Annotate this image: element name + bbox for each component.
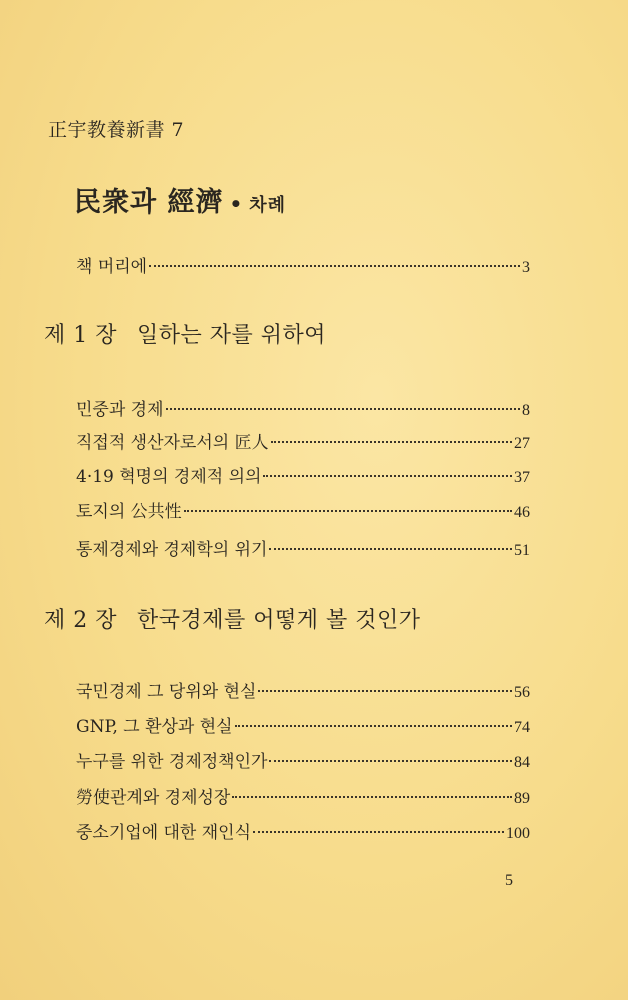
dot-leader	[184, 510, 512, 512]
toc-entry-label: GNP, 그 환상과 현실	[76, 717, 233, 737]
chapter-number: 제 1 장	[44, 323, 117, 348]
series-name: 正宇教養新書 7	[48, 119, 185, 141]
dot-leader	[149, 265, 520, 267]
dot-leader	[269, 548, 512, 550]
chapter-heading-2	[44, 603, 421, 634]
chapter-heading-1	[44, 318, 326, 349]
dot-leader	[232, 796, 512, 798]
chapter-title: 일하는 자를 위하여	[137, 323, 327, 348]
toc-entry	[76, 818, 530, 843]
dot-leader	[253, 831, 504, 833]
toc-entry-label: 통제경제와 경제학의 위기	[76, 540, 268, 560]
dot-leader	[271, 441, 512, 443]
toc-entry-label: 중소기업에 대한 재인식	[76, 823, 252, 843]
toc-entry	[76, 677, 530, 702]
toc-entry-label: 4·19 혁명의 경제적 의의	[76, 467, 262, 487]
title-separator: •	[229, 192, 244, 216]
book-title-main: 民衆과 經濟	[74, 187, 224, 218]
toc-entry-label: 국민경제 그 당위와 현실	[76, 682, 257, 702]
chapter-title: 한국경제를 어떻게 볼 것인가	[137, 608, 421, 633]
toc-entry-label: 勞使관계와 경제성장	[76, 788, 231, 808]
title-suffix: 차례	[249, 195, 287, 216]
chapter-number: 제 2 장	[44, 608, 117, 633]
toc-entry-page: 3	[522, 259, 530, 276]
toc-entry-label: 민중과 경제	[76, 400, 164, 420]
toc-entry-label: 책 머리에	[76, 257, 148, 277]
dot-leader	[166, 408, 520, 410]
dot-leader	[235, 725, 512, 727]
toc-entry-page: 27	[514, 435, 530, 452]
toc-entry-page: 56	[514, 684, 530, 701]
toc-entry	[76, 712, 530, 737]
dot-leader	[263, 475, 512, 477]
toc-entry-page: 84	[514, 754, 530, 771]
toc-entry-page: 8	[522, 402, 530, 419]
page-number: 5	[505, 872, 513, 889]
toc-entry-page: 46	[514, 504, 530, 521]
toc-entry-page: 100	[506, 825, 530, 842]
dot-leader	[269, 760, 512, 762]
dot-leader	[258, 690, 512, 692]
toc-entry	[76, 462, 530, 487]
toc-entry	[76, 428, 530, 453]
book-title	[74, 180, 286, 219]
toc-entry	[76, 747, 530, 772]
toc-entry-label: 누구를 위한 경제정책인가	[76, 752, 268, 772]
toc-entry-page: 51	[514, 542, 530, 559]
toc-entry-label: 토지의 公共性	[76, 502, 182, 522]
toc-entry	[76, 497, 530, 522]
toc-entry-page: 89	[514, 790, 530, 807]
toc-entry-label: 직접적 생산자로서의 匠人	[76, 433, 269, 453]
toc-entry-page: 74	[514, 719, 530, 736]
toc-entry	[76, 535, 530, 560]
toc-entry	[76, 395, 530, 420]
toc-entry-page: 37	[514, 469, 530, 486]
toc-entry-preface	[76, 252, 530, 277]
toc-entry	[76, 783, 530, 808]
